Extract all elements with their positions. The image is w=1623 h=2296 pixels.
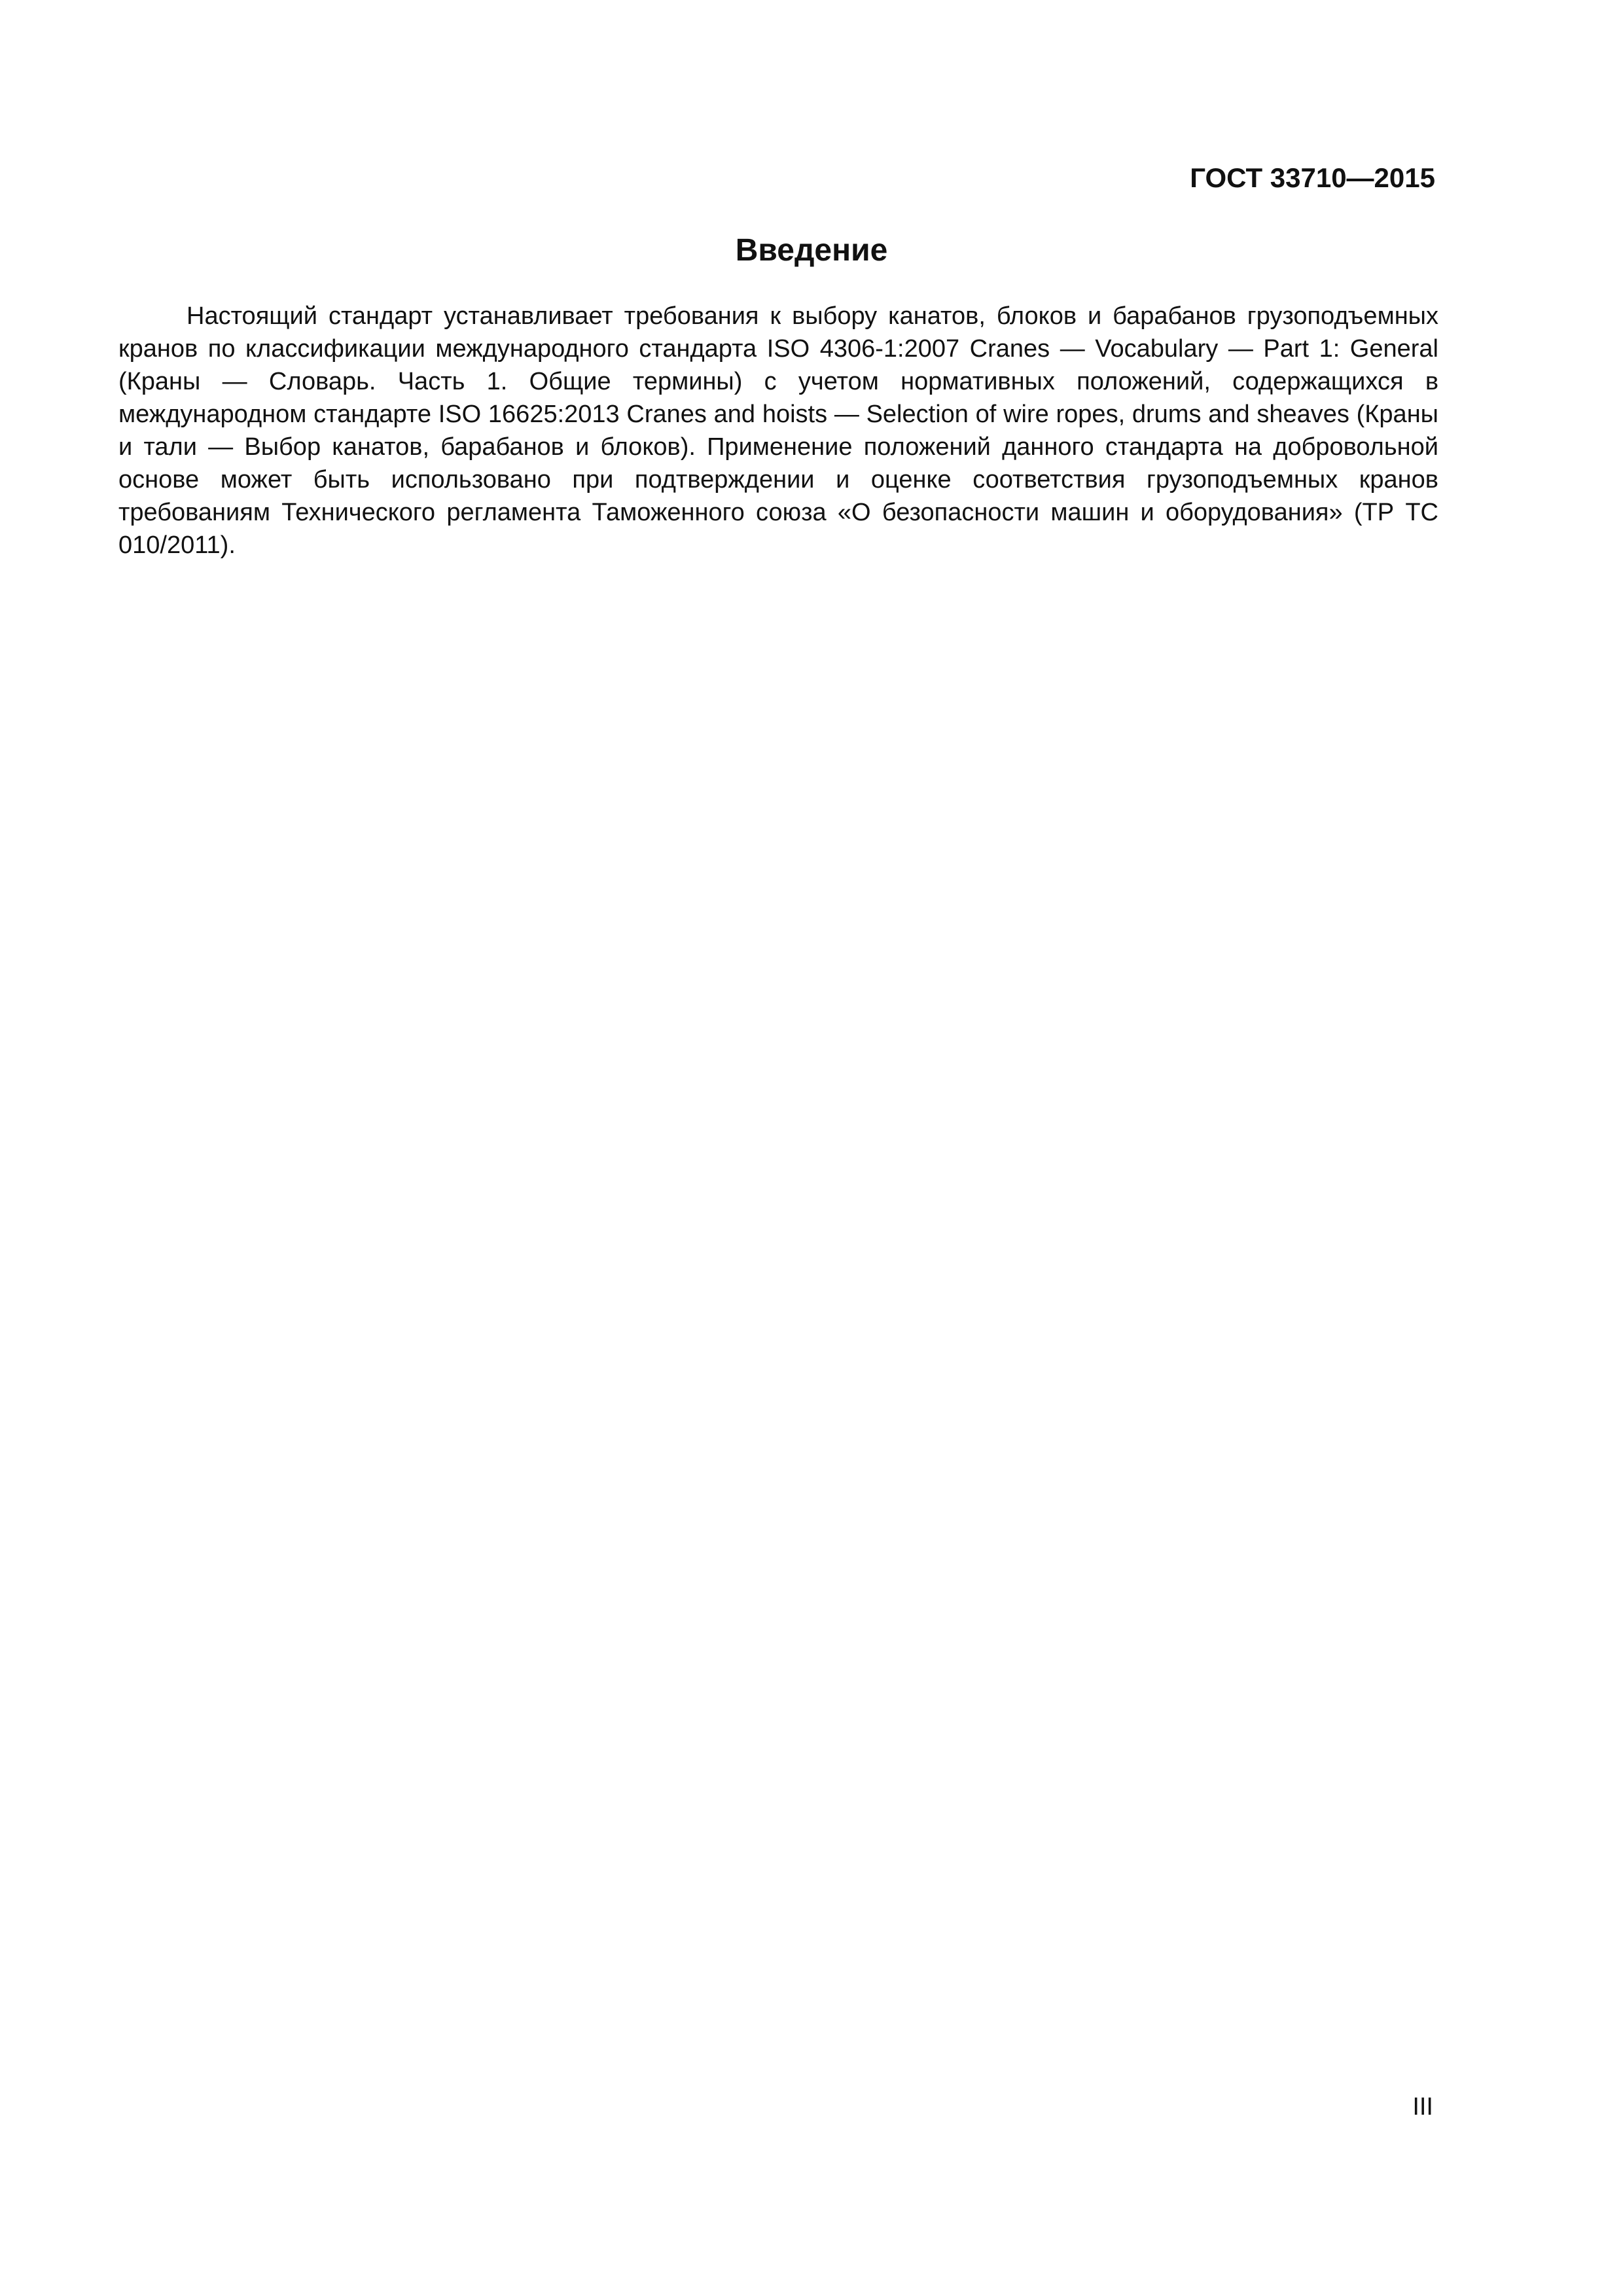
section-title: Введение (735, 233, 888, 268)
introduction-paragraph: Настоящий стандарт устанавливает требования к выбору канатов, блоков и барабанов грузоподъемных кранов по классификации международного стандарта ISO 4306-1:2007 Cranes — Vocabulary — Part 1: General (Краны — Словарь. Часть 1. Общие термины) с учетом нормативных положений, содержащихся в международном стандарте ISO 16625:2013 Cranes and hoists — Selection of wire ropes, drums and sheaves (Краны и тали — Выбор канатов, барабанов и блоков). Применение положений данного стандарта на добровольной основе может быть использовано при подтверждении и оценке соответствия грузоподъемных кранов требованиям Технического регламента Таможенного союза «О безопасности машин и оборудования» (ТР ТС 010/2011). (118, 302, 1438, 559)
page-number: III (1412, 2093, 1433, 2121)
document-code: ГОСТ 33710—2015 (1190, 162, 1435, 193)
